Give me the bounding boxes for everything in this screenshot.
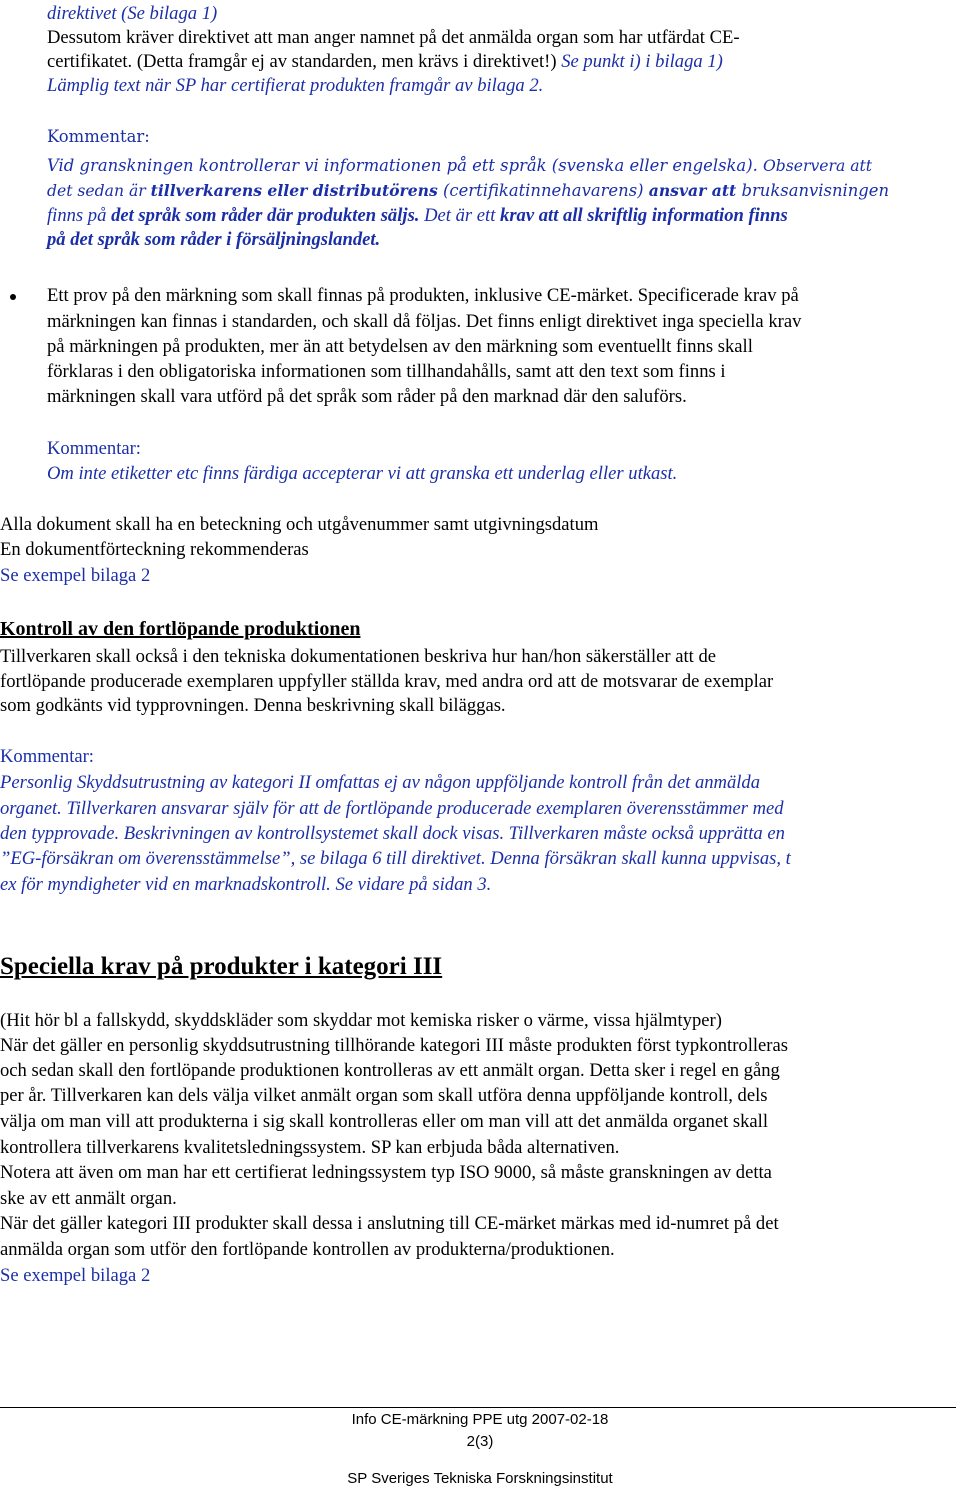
kat3-line-9: När det gäller kategori III produkter skall dessa i anslutning till CE-märket märkas med id-numret på det <box>0 1213 779 1234</box>
comment-1-line-2b: tillverkarens eller distributörens <box>150 181 438 200</box>
comment-3-line-3: den typprovade. Beskrivningen av kontrollsystemet skall dock visas. Tillverkaren måste också upprätta en <box>0 823 785 844</box>
comment-1-line-2e: bruksanvisningen <box>736 181 890 200</box>
comment-3-label: Kommentar: <box>0 746 94 767</box>
kat3-line-1: (Hit hör bl a fallskydd, skyddskläder som skyddar mot kemiska risker o värme, vissa hjälmtyper) <box>0 1010 722 1031</box>
bullet-line-4: förklaras i den obligatoriska informationen som tillhandahålls, samt att den text som finns i <box>47 361 726 382</box>
intro-line-2: Dessutom kräver direktivet att man anger namnet på det anmälda organ som har utfärdat CE- <box>47 27 740 48</box>
kat3-line-3: och sedan skall den fortlöpande produktionen kontrolleras av ett anmält organ. Detta sker i regel en gång <box>0 1060 780 1081</box>
kat3-line-11: Se exempel bilaga 2 <box>0 1265 151 1286</box>
kontroll-line-1: Tillverkaren skall också i den tekniska dokumentationen beskriva hur han/hon säkerställer att de <box>0 646 717 667</box>
comment-3-line-5: ex för myndigheter vid en marknadskontroll. Se vidare på sidan 3. <box>0 874 492 895</box>
comment-3-line-2: organet. Tillverkaren ansvarar själv för att de fortlöpande producerade exemplaren överensstämmer med <box>0 798 784 819</box>
comment-3-line-4: ”EG-försäkran om överensstämmelse”, se bilaga 6 till direktivet. Denna försäkran skall kunna uppvisas, t <box>0 848 791 869</box>
kontroll-heading: Kontroll av den fortlöpande produktionen <box>0 618 361 640</box>
comment-1-label: Kommentar: <box>47 127 150 146</box>
docs-line-1: Alla dokument skall ha en beteckning och utgåvenummer samt utgivningsdatum <box>0 514 599 535</box>
kat3-line-5: välja om man vill att produkterna i sig skall kontrolleras eller om man vill att det anmälda organet skall <box>0 1111 768 1132</box>
intro-line-1: direktivet (Se bilaga 1) <box>47 3 218 24</box>
comment-1-line-2 <box>47 179 889 203</box>
bullet-line-3: på märkningen på produkten, mer än att betydelsen av den märkning som eventuellt finns skall <box>47 336 753 357</box>
bullet-line-5: märkningen skall vara utförd på det språk som råder på den marknad där den saluförs. <box>47 386 687 407</box>
comment-1-line-1 <box>47 154 872 178</box>
comment-2-label: Kommentar: <box>47 438 141 459</box>
intro-line-4: Lämplig text när SP har certifierat produkten framgår av bilaga 2. <box>47 75 544 96</box>
kat3-line-4: per år. Tillverkaren kan dels välja vilket anmält organ som skall utföra denna uppföljande kontroll, dels <box>0 1085 768 1106</box>
kat3-heading: Speciella krav på produkter i kategori III <box>0 953 443 980</box>
intro-line-3-ref: Se punkt i) i bilaga 1) <box>561 51 723 72</box>
comment-1-line-2d: ansvar att <box>648 181 737 200</box>
footer-page-number: 2(3) <box>466 1433 494 1450</box>
comment-2-text: Om inte etiketter etc finns färdiga accepterar vi att granska ett underlag eller utkast. <box>47 463 678 484</box>
comment-1-line-1a: Vid granskningen kontrollerar vi informationen på ett språk (svenska eller engelska). <box>47 156 764 175</box>
kontroll-line-2: fortlöpande producerade exemplaren uppfyller ställda krav, med andra ord att de motsvarar de exemplar <box>0 671 774 692</box>
kat3-line-10: anmälda organ som utför den fortlöpande kontrollen av produkterna/produktionen. <box>0 1239 615 1260</box>
docs-line-2: En dokumentförteckning rekommenderas <box>0 539 309 560</box>
bullet-line-1: Ett prov på den märkning som skall finnas på produkten, inklusive CE-märket. Specificerade krav på <box>47 285 799 306</box>
kat3-line-8: ske av ett anmält organ. <box>0 1188 177 1209</box>
kontroll-line-3: som godkänts vid typprovningen. Denna beskrivning skall biläggas. <box>0 695 506 716</box>
comment-1-line-4: på det språk som råder i försäljningslandet. <box>47 229 381 250</box>
comment-1-line-3b: det språk som råder där produkten säljs. <box>111 205 420 226</box>
intro-line-3 <box>47 50 723 74</box>
comment-1-line-3a: finns på <box>47 205 112 226</box>
footer-organization: SP Sveriges Tekniska Forskningsinstitut <box>347 1470 613 1487</box>
comment-1-line-3c: Det är ett <box>419 205 501 226</box>
comment-1-line-1b: Observera att <box>763 157 873 175</box>
kat3-line-6: kontrollera tillverkarens kvalitetsledningssystem. SP kan erbjuda båda alternativen. <box>0 1137 620 1158</box>
comment-1-line-3d: krav att all skriftlig information finns <box>500 205 788 226</box>
comment-3-line-1: Personlig Skyddsutrustning av kategori II omfattas ej av någon uppföljande kontroll från det anmälda <box>0 772 761 793</box>
footer-doc-id: Info CE-märkning PPE utg 2007-02-18 <box>351 1411 609 1428</box>
footer-rule <box>0 1407 956 1408</box>
comment-1-line-3 <box>47 204 788 228</box>
comment-1-line-2a: det sedan är <box>47 182 151 200</box>
kat3-line-7: Notera att även om man har ett certifierat ledningssystem typ ISO 9000, så måste granskningen av detta <box>0 1162 772 1183</box>
bullet-dot <box>10 294 16 300</box>
comment-1-line-2c: (certifikatinnehavarens) <box>437 181 649 200</box>
intro-line-3-text: certifikatet. (Detta framgår ej av standarden, men krävs i direktivet!) <box>47 51 562 72</box>
kat3-line-2: När det gäller en personlig skyddsutrustning tillhörande kategori III måste produkten först typkontrolleras <box>0 1035 788 1056</box>
docs-line-3: Se exempel bilaga 2 <box>0 565 151 586</box>
bullet-line-2: märkningen kan finnas i standarden, och skall då följas. Det finns enligt direktivet inga speciella krav <box>47 311 802 332</box>
